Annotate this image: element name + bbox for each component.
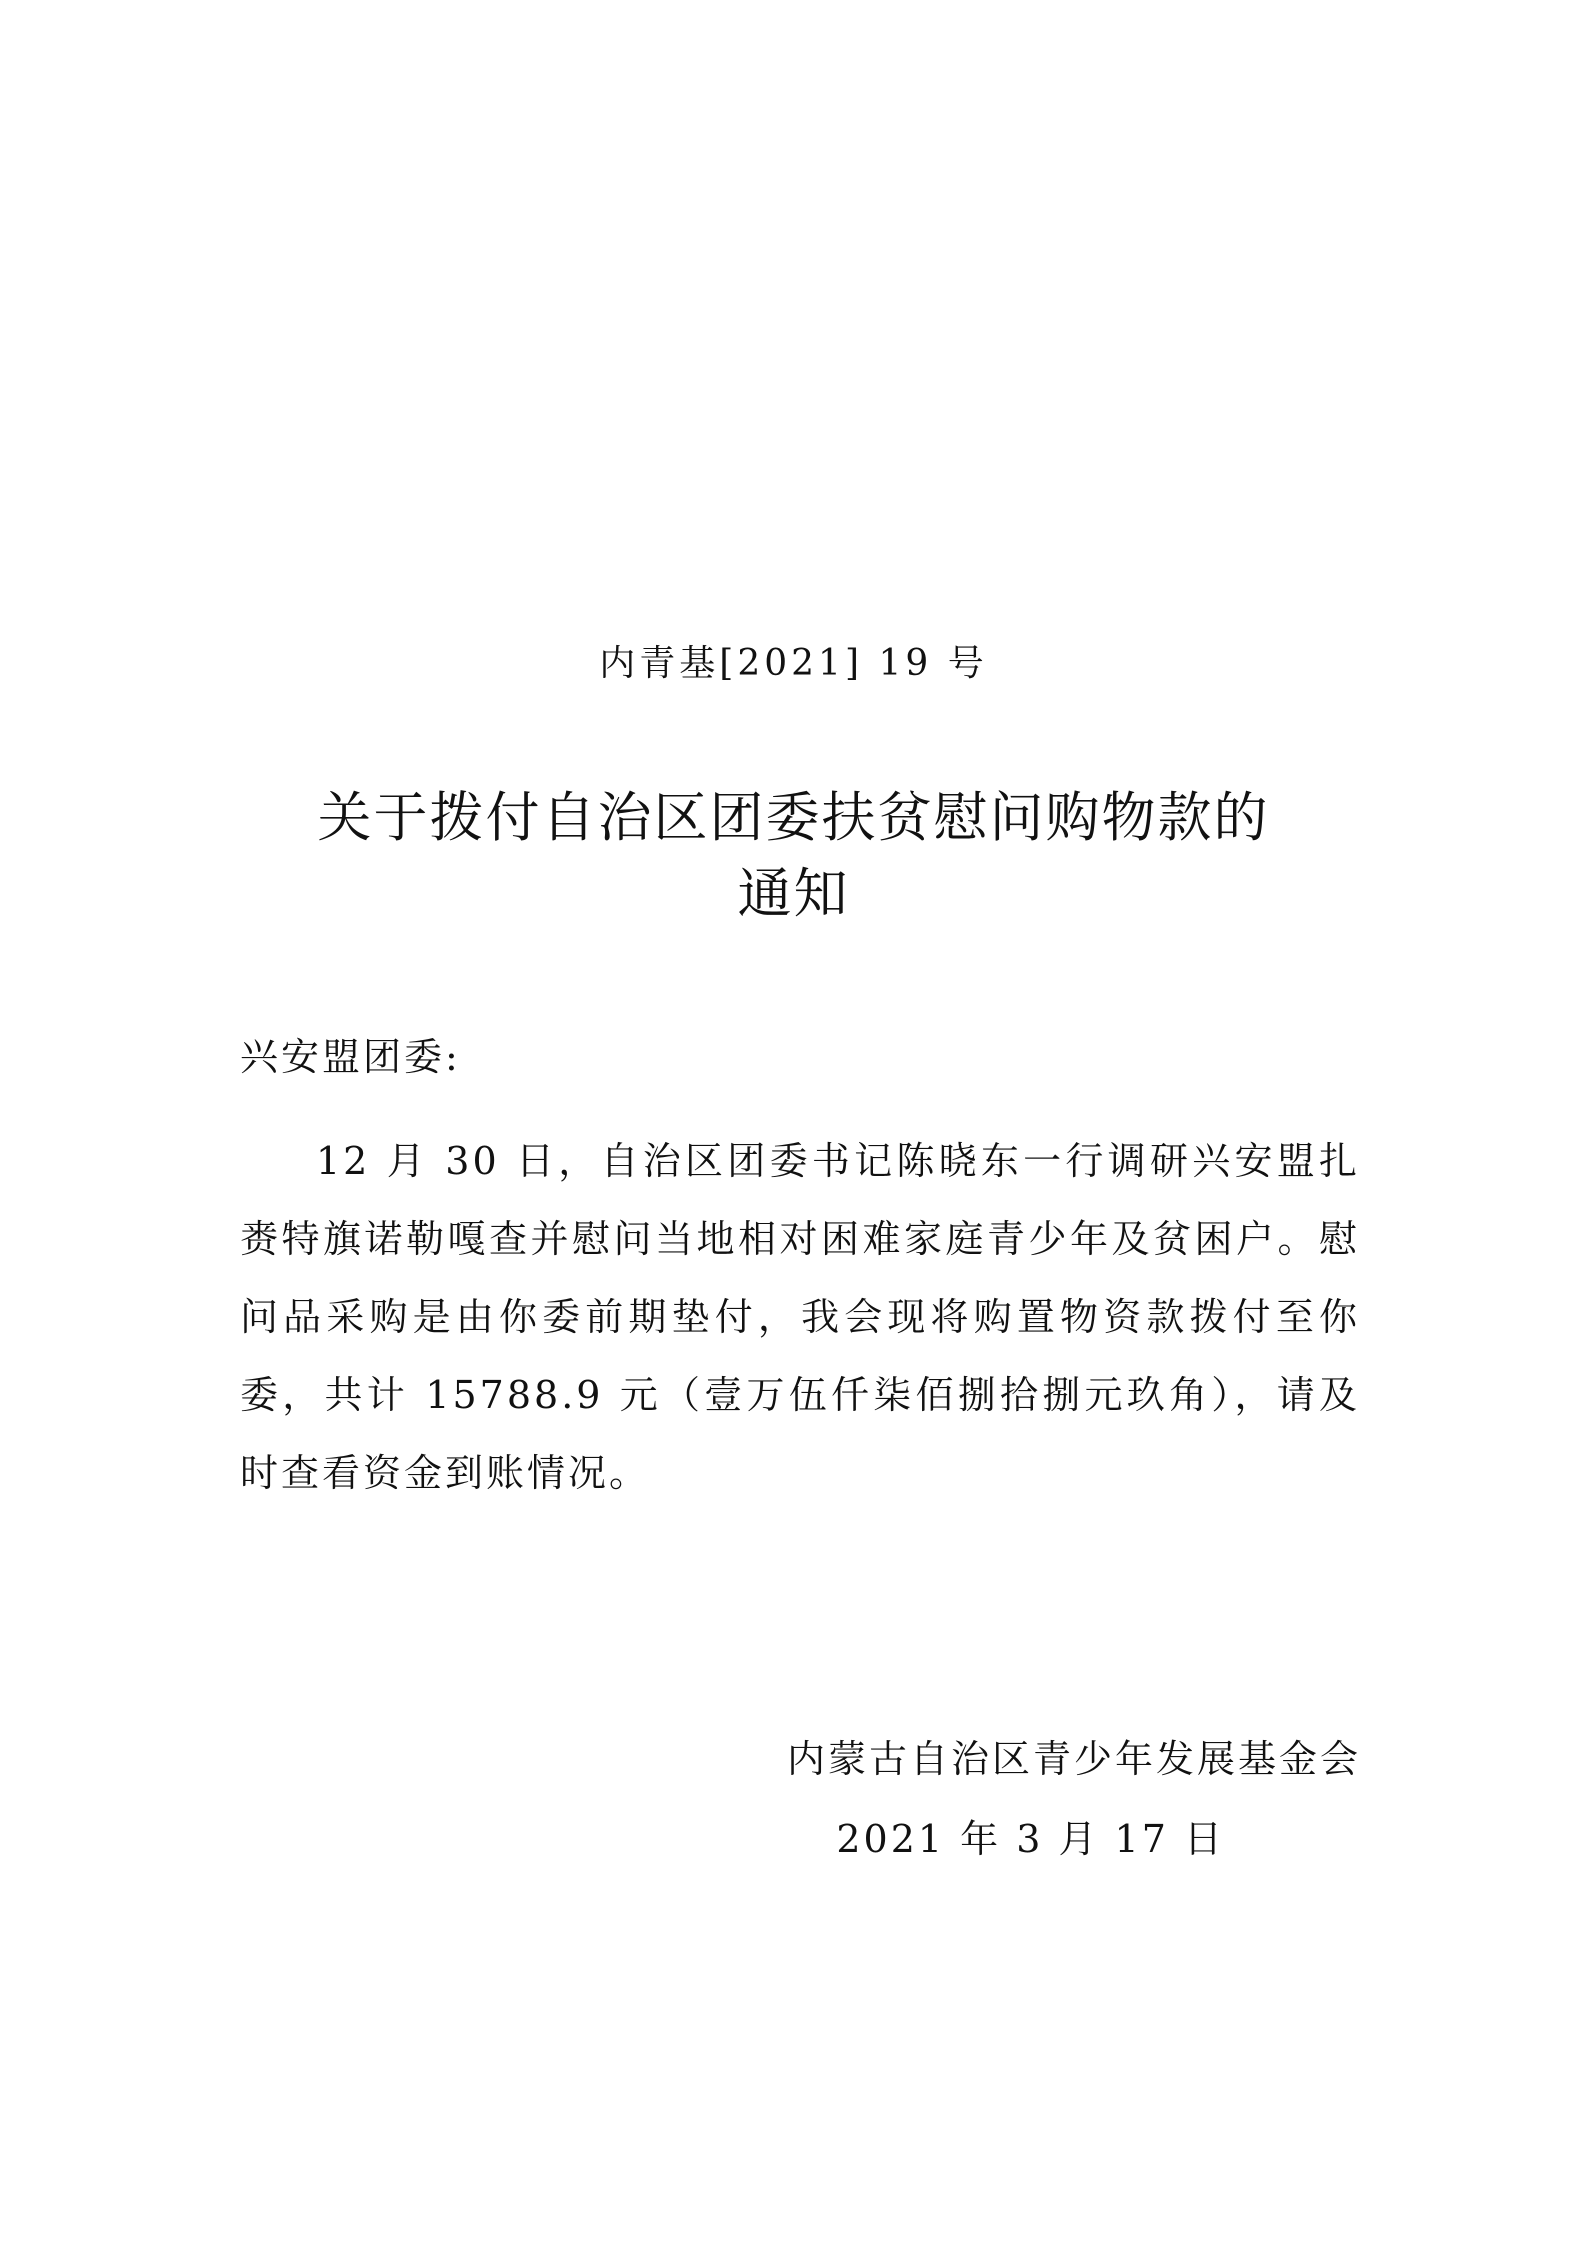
document-title bbox=[230, 780, 1357, 932]
document-number: 内青基[2021] 19 号 bbox=[599, 643, 988, 684]
document-date: 2021 年 3 月 17 日 bbox=[836, 1817, 1225, 1861]
title-line-2: 通知 bbox=[737, 862, 850, 925]
signature: 内蒙古自治区青少年发展基金会 bbox=[786, 1737, 1361, 1781]
body-text bbox=[240, 1122, 1360, 1512]
title-line-1: 关于拨付自治区团委扶贫慰问购物款的 bbox=[317, 786, 1270, 849]
salutation: 兴安盟团委: bbox=[240, 1035, 461, 1079]
body-paragraph: 12 月 30 日，自治区团委书记陈晓东一行调研兴安盟扎赉特旗诺勒嘎查并慰问当地相对困难家庭青少年及贫困户。慰问品采购是由你委前期垫付，我会现将购置物资款拨付至你委，共计 15788.9 元（壹万伍仟柒佰捌拾捌元玖角），请及时查看资金到账情况。 bbox=[240, 1139, 1360, 1495]
